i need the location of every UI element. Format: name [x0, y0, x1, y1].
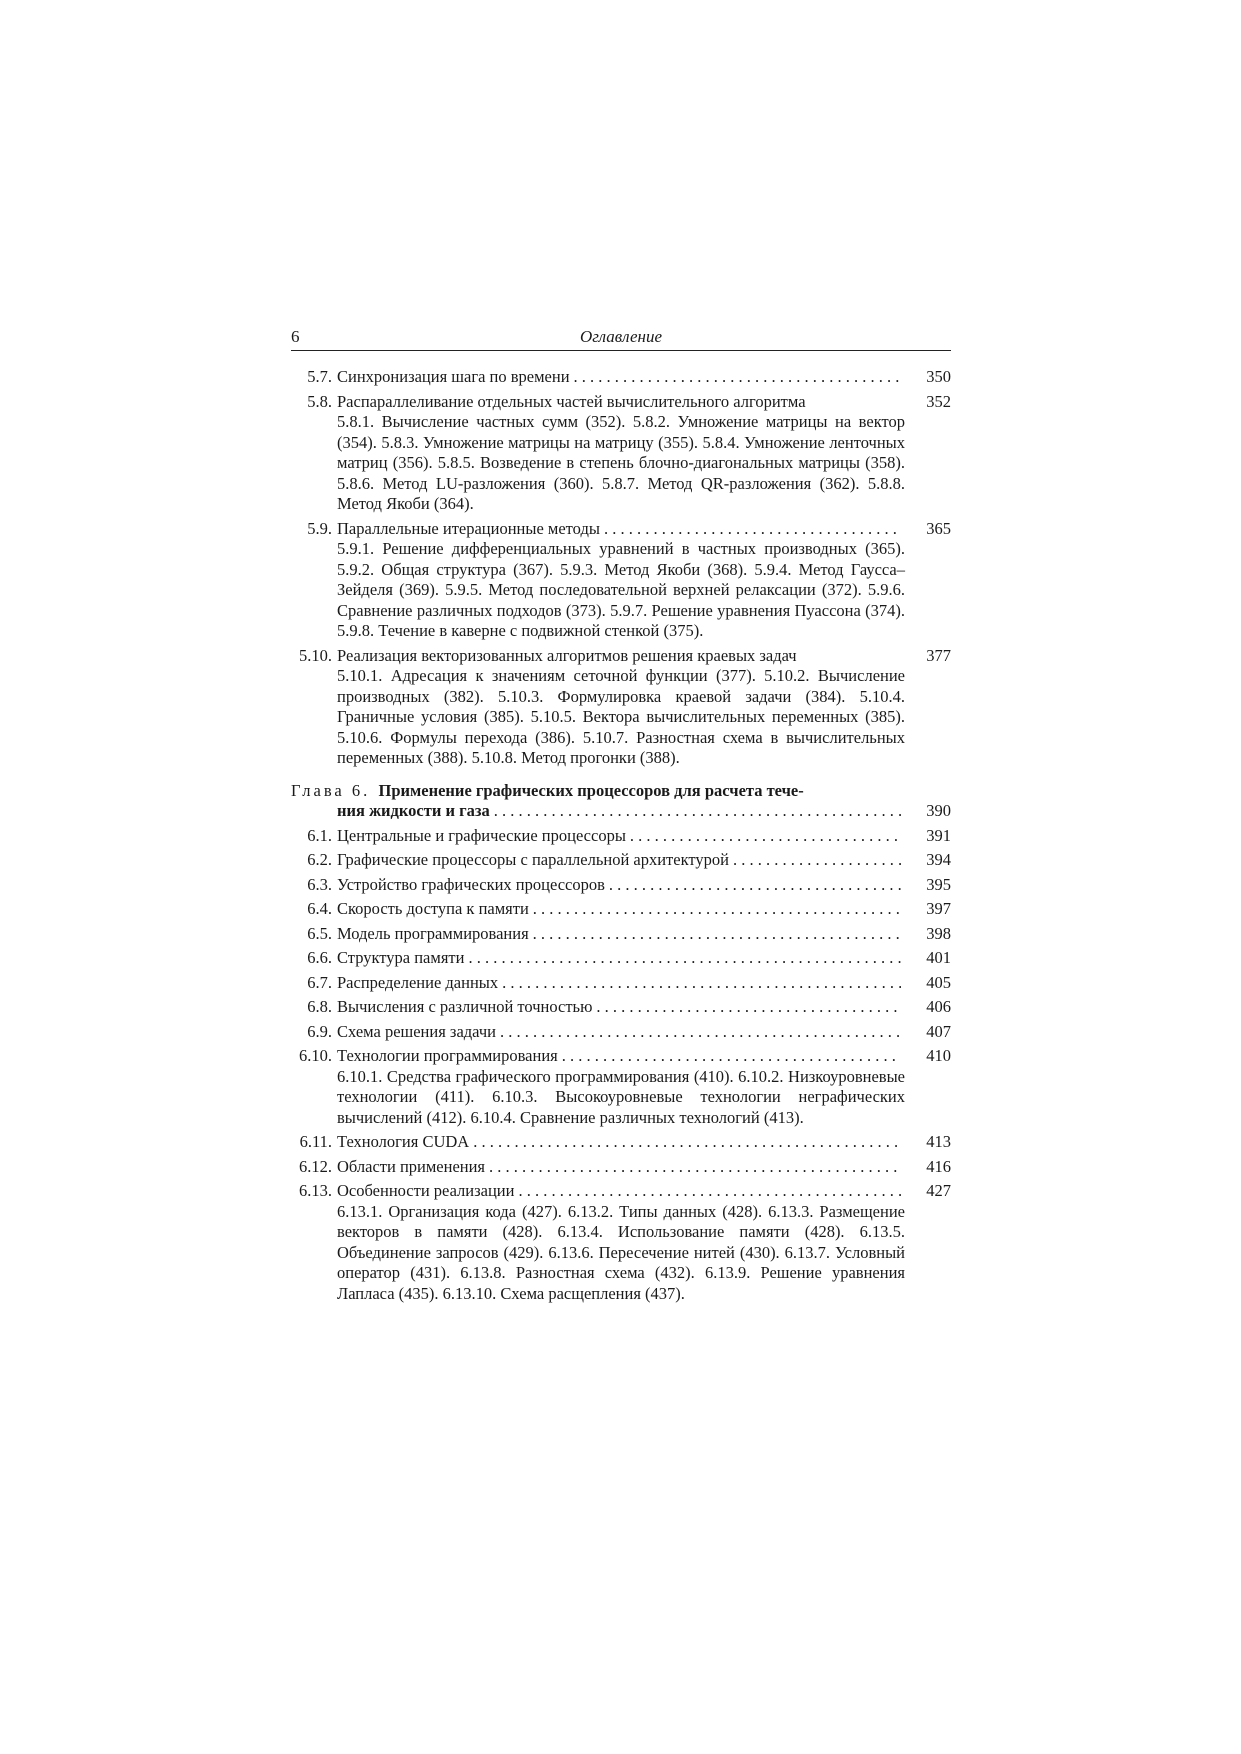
toc-entry: [291, 1157, 951, 1178]
toc-entry-title: Области применения: [337, 1156, 486, 1176]
chapter-label: Глава 6.: [291, 780, 371, 800]
toc-entry-title: Технология CUDA: [337, 1132, 470, 1151]
toc-entry-title: Синхронизация шага по времени: [337, 367, 570, 386]
toc-subsections: 5.8.1. Вычисление частных сумм (352). 5.8.2. Умножение матрицы на вектор (354). 5.8.3. Умножение матрицы на матрицу (355). 5.8.4. Умножение ленточных матриц (356). 5.8.5. Возведение в степень блочно-диагональных матрицы (358). 5.8.6. Метод LU-разложения (360). 5.8.7. Метод QR-разложения (362). 5.8.8. Метод Якоби (364).: [337, 412, 905, 513]
toc-entry-title: Параллельные итерационные методы: [337, 518, 600, 538]
toc-entry-number: 5.10.: [299, 645, 332, 665]
page-number: 6: [291, 327, 300, 346]
toc-entry-number: 6.13.: [299, 1181, 332, 1200]
toc-entry: [291, 924, 951, 945]
toc-subsections: 5.10.1. Адресация к значениям сеточной функции (377). 5.10.2. Вычисление производных (382). 5.10.3. Формулировка краевой задачи (384). 5.10.4. Граничные условия (385). 5.10.5. Вектора вычислительных переменных (385). 5.10.6. Формулы перехода (386). 5.10.7. Разностная схема в вычислительных переменных (388). 5.10.8. Метод прогонки (388).: [337, 666, 905, 767]
toc-entry: [291, 646, 951, 769]
toc-entry: [291, 1046, 951, 1128]
toc-entry-page: 405: [926, 972, 951, 992]
dot-leader: [609, 875, 901, 896]
toc-entry: [291, 1132, 951, 1153]
dot-leader: [494, 801, 901, 822]
dot-leader: [604, 519, 901, 540]
toc-entry-title: Устройство графических процессоров: [337, 874, 605, 894]
toc-entry-number: 5.9.: [307, 518, 332, 538]
dot-leader: [562, 1046, 901, 1067]
toc-chapter-6: [291, 781, 951, 822]
toc-entry-page: 377: [926, 645, 951, 665]
chapter-title-line2: ния жидкости и газа: [337, 801, 490, 820]
toc-entry-title: Схема решения задачи: [337, 1021, 496, 1041]
toc-entry-page: 350: [926, 367, 951, 386]
chapter-page: 390: [926, 801, 951, 820]
toc-entry-number: 6.12.: [299, 1156, 332, 1176]
toc-entry: [291, 1022, 951, 1043]
dot-leader: [533, 899, 901, 920]
toc-entry-title: Реализация векторизованных алгоритмов решения краевых задач: [337, 645, 797, 665]
toc-entry-page: 395: [926, 874, 951, 894]
toc-entry-page: 352: [926, 391, 951, 411]
dot-leader: [733, 850, 901, 871]
toc-entry-page: 407: [926, 1021, 951, 1041]
toc-entry: [291, 948, 951, 969]
dot-leader: [468, 948, 901, 969]
dot-leader: [500, 1022, 901, 1043]
book-page: [291, 327, 951, 1308]
toc-entry-number: 6.9.: [307, 1021, 332, 1041]
chapter-title-line1: Применение графических процессоров для расчета тече-: [378, 780, 804, 800]
toc-entry-number: 6.2.: [307, 850, 332, 869]
table-of-contents: [291, 367, 951, 1304]
toc-section-5: [291, 367, 951, 769]
toc-entry-title: Модель программирования: [337, 923, 529, 943]
toc-entry-page: 410: [926, 1046, 951, 1065]
toc-section-6: [291, 826, 951, 1305]
toc-entry-title: Графические процессоры с параллельной архитектурой: [337, 850, 729, 869]
dot-leader: [574, 367, 901, 388]
dot-leader: [518, 1181, 901, 1202]
toc-entry-number: 6.6.: [307, 948, 332, 967]
toc-entry: [291, 826, 951, 847]
toc-entry: [291, 850, 951, 871]
toc-entry-number: 6.4.: [307, 899, 332, 918]
toc-entry-page: 406: [926, 997, 951, 1016]
toc-entry: [291, 392, 951, 515]
dot-leader: [596, 997, 901, 1018]
toc-entry-page: 397: [926, 899, 951, 918]
toc-entry-page: 413: [926, 1132, 951, 1151]
toc-subsections: 5.9.1. Решение дифференциальных уравнений в частных производных (365). 5.9.2. Общая структура (367). 5.9.3. Метод Якоби (368). 5.9.4. Метод Гаусса–Зейделя (369). 5.9.5. Метод последовательной верхней релаксации (372). 5.9.6. Сравнение различных подходов (373). 5.9.7. Решение уравнения Пуассона (374). 5.9.8. Течение в каверне с подвижной стенкой (375).: [337, 539, 905, 640]
dot-leader: [473, 1132, 901, 1153]
toc-entry-title: Распараллеливание отдельных частей вычислительного алгоритма: [337, 391, 806, 411]
toc-entry: [291, 875, 951, 896]
toc-entry-title: Вычисления с различной точностью: [337, 997, 593, 1016]
toc-entry-number: 6.10.: [299, 1046, 332, 1065]
toc-entry: [291, 367, 951, 388]
toc-subsections: 6.13.1. Организация кода (427). 6.13.2. Типы данных (428). 6.13.3. Размещение векторов в памяти (428). 6.13.4. Использование памяти (428). 6.13.5. Объединение запросов (429). 6.13.6. Пересечение нитей (430). 6.13.7. Условный оператор (431). 6.13.8. Разностная схема (432). 6.13.9. Решение уравнения Лапласа (435). 6.13.10. Схема расщепления (437).: [337, 1201, 905, 1303]
toc-entry-page: 398: [926, 923, 951, 943]
toc-entry-title: Центральные и графические процессоры: [337, 825, 626, 845]
toc-entry-page: 394: [926, 850, 951, 869]
toc-entry-title: Структура памяти: [337, 948, 465, 967]
toc-entry-number: 6.7.: [307, 972, 332, 992]
toc-entry-page: 427: [926, 1181, 951, 1200]
toc-entry-page: 391: [926, 825, 951, 845]
toc-entry-title: Особенности реализации: [337, 1181, 515, 1200]
toc-entry: [291, 1181, 951, 1304]
toc-entry-number: 6.8.: [307, 997, 332, 1016]
toc-entry-page: 401: [926, 948, 951, 967]
toc-subsections: 6.10.1. Средства графического программирования (410). 6.10.2. Низкоуровневые технологии (411). 6.10.3. Высокоуровневые технологии неграфических вычислений (412). 6.10.4. Сравнение различных технологий (413).: [337, 1066, 905, 1127]
running-head: [291, 327, 951, 351]
running-title: Оглавление: [579, 327, 663, 346]
dot-leader: [533, 924, 901, 945]
toc-entry-page: 416: [926, 1156, 951, 1176]
toc-entry-number: 5.7.: [307, 367, 332, 386]
toc-entry-number: 5.8.: [307, 391, 332, 411]
toc-entry-number: 6.11.: [299, 1132, 332, 1151]
toc-entry-title: Скорость доступа к памяти: [337, 899, 529, 918]
toc-entry-number: 6.3.: [307, 874, 332, 894]
toc-entry-title: Распределение данных: [337, 972, 499, 992]
toc-entry-page: 365: [926, 518, 951, 538]
dot-leader: [502, 973, 901, 994]
dot-leader: [489, 1157, 901, 1178]
toc-entry: [291, 519, 951, 642]
toc-entry: [291, 997, 951, 1018]
toc-entry-title: Технологии программирования: [337, 1046, 558, 1065]
toc-entry: [291, 899, 951, 920]
toc-entry-number: 6.1.: [307, 825, 332, 845]
toc-entry: [291, 973, 951, 994]
dot-leader: [630, 826, 901, 847]
toc-entry-number: 6.5.: [307, 923, 332, 943]
